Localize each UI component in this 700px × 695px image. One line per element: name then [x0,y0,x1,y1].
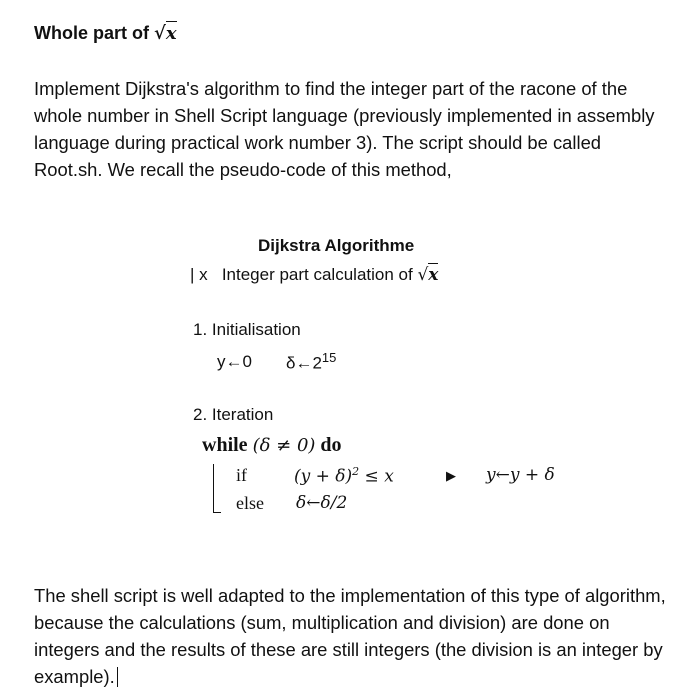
step1-label: 1. Initialisation [193,320,301,339]
then-arrow-icon: ▶ [446,468,456,483]
else-action: δ←δ/2 [296,493,348,513]
else-keyword: else [236,493,264,513]
if-condition-exp: 2 [352,465,360,478]
while-condition: (δ ≠ 0) [252,435,316,456]
loop-body-bracket [213,464,221,513]
title-radicand: x [165,23,177,44]
if-condition-left: (y + δ) [294,466,353,487]
conclusion-paragraph [34,582,670,690]
assign-delta-base: δ←2 [286,353,322,373]
do-keyword: do [320,434,342,456]
subtitle-radical: √ [417,265,429,285]
if-condition-right: ≤ x [359,466,394,487]
algorithm-title: Dijkstra Algorithme [258,236,415,255]
title-text: Whole part of [34,23,154,43]
subtitle-radicand: x [428,265,439,285]
assign-delta-exp: 15 [321,350,337,365]
text-cursor [117,667,119,687]
subtitle-text: Integer part calculation of [221,265,418,284]
document-title [34,23,177,44]
then-action: y←y + δ [486,465,555,485]
while-keyword: while [202,434,248,456]
step1-assign-delta [286,350,336,374]
step2-label: 2. Iteration [193,405,274,424]
if-condition [294,465,394,487]
if-keyword: if [236,465,247,485]
title-radical: √ [154,23,166,44]
step1-assign-y: y←0 [217,352,252,371]
input-marker: | x [190,265,208,284]
intro-paragraph: Implement Dijkstra's algorithm to find the integer part of the racone of the whole number in Shell Script language (previously implemented in assembly language during practical work number 3). The script should be called Root.sh. We recall the pseudo-code of this method, [34,78,655,180]
conclusion-text: The shell script is well adapted to the implementation of this type of algorithm, because the calculations (sum, multiplication and division) are done on integers and the results of these are still integers (the division is an integer by example). [34,585,666,687]
algorithm-subtitle [190,265,438,285]
while-line [202,434,342,457]
